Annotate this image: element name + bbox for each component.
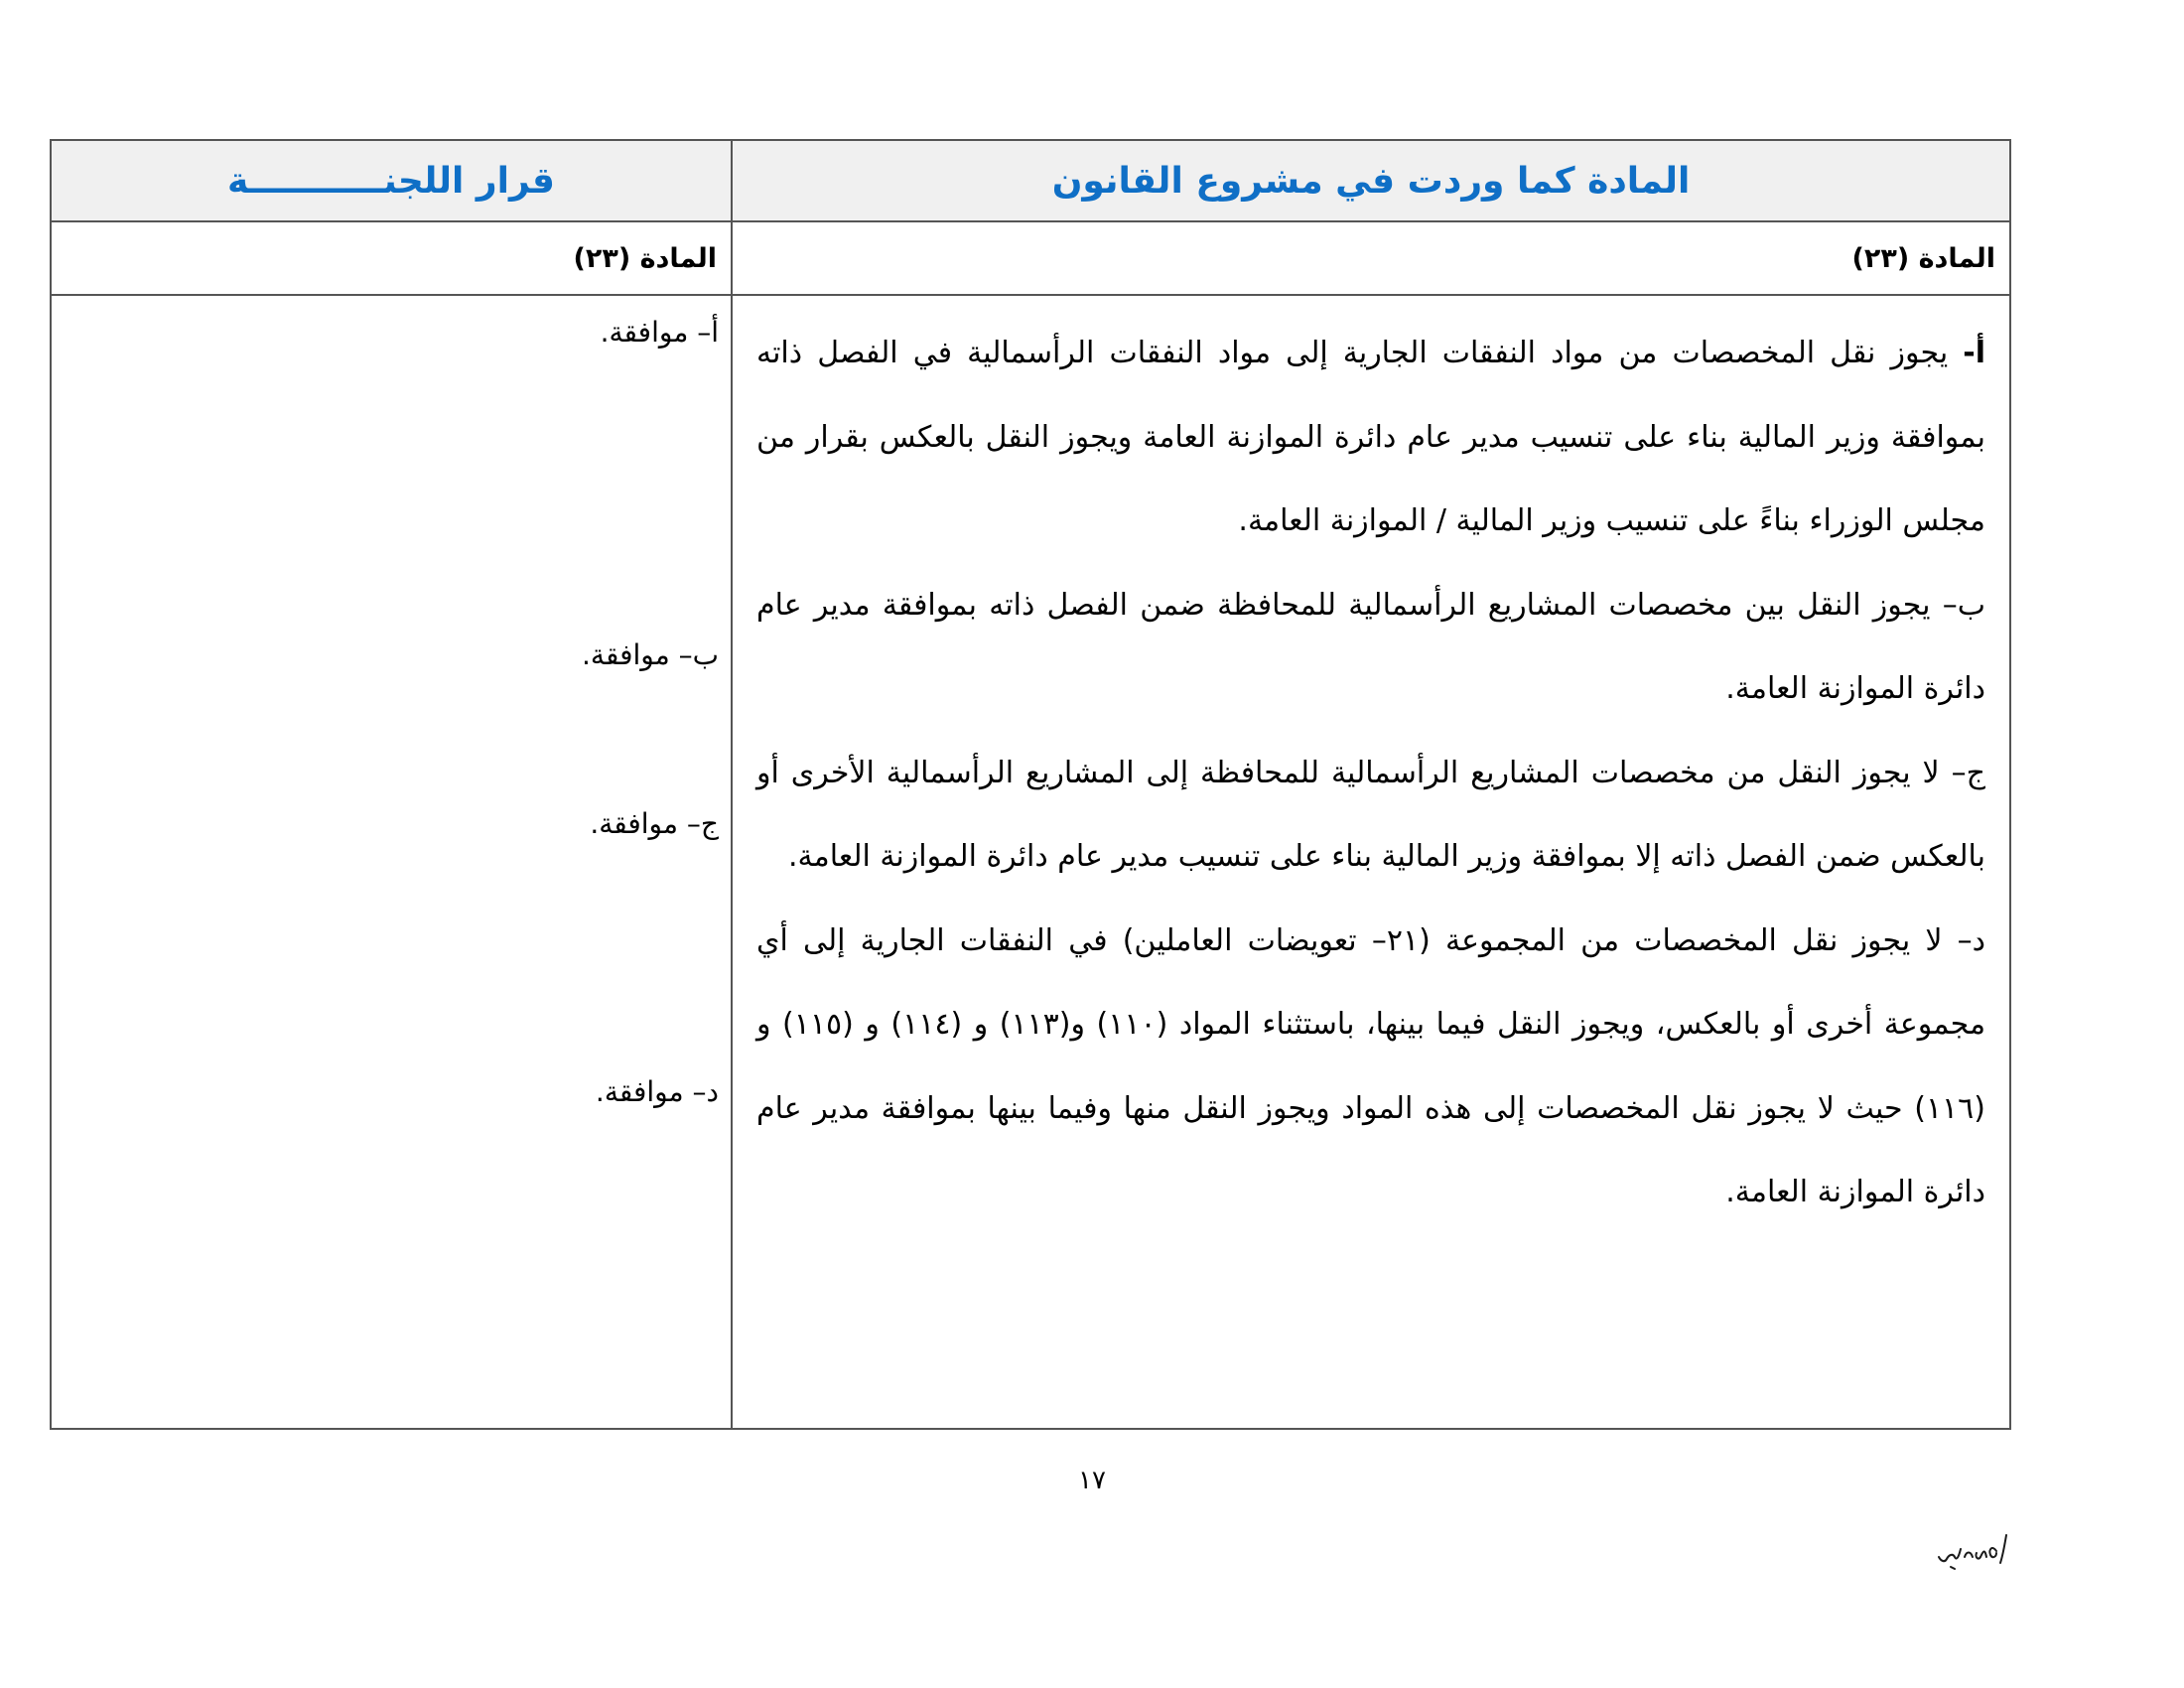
decision-text-cell bbox=[51, 295, 732, 1429]
article-body-row bbox=[51, 295, 2010, 1429]
law-clause-c: ج– لا يجوز النقل من مخصصات المشاريع الرأسمالية للمحافظة إلى المشاريع الرأسمالية الأخرى أو بالعكس ضمن الفصل ذاته إلا بموافقة وزير المالية بناء على تنسيب مدير عام دائرة الموازنة العامة. bbox=[756, 755, 1985, 874]
decision-item-d: د– موافقة. bbox=[595, 1075, 719, 1108]
law-clause-d: د– لا يجوز نقل المخصصات من المجموعة (٢١– تعويضات العاملين) في النفقات الجارية إلى أي مجموعة أخرى أو بالعكس، ويجوز النقل فيما بينها، باستثناء المواد (١١٠) و(١١٣) و (١١٤) و (١١٥) و (١١٦) حيث لا يجوز نقل المخصصات إلى هذه المواد ويجوز النقل منها وفيما بينها بموافقة مدير عام دائرة الموازنة العامة. bbox=[756, 922, 1986, 1209]
handwritten-signature-icon bbox=[1931, 1527, 2010, 1573]
page-number: ١٧ bbox=[1078, 1466, 1106, 1495]
law-article-label: المادة (٢٣) bbox=[732, 221, 2010, 295]
table-header-row bbox=[51, 140, 2010, 221]
decision-item-b: ب– موافقة. bbox=[582, 638, 719, 671]
law-clause-a: أ- يجوز نقل المخصصات من مواد النفقات الجارية إلى مواد النفقات الرأسمالية في الفصل ذاته بموافقة وزير المالية بناء على تنسيب مدير عام دائرة الموازنة العامة ويجوز النقل بالعكس بقرار من مجلس الوزراء بناءً على تنسيب وزير المالية / الموازنة العامة. bbox=[756, 336, 1985, 538]
law-text-cell bbox=[732, 295, 2010, 1429]
law-clause-b: ب– يجوز النقل بين مخصصات المشاريع الرأسمالية للمحافظة ضمن الفصل ذاته بموافقة مدير عام دائرة الموازنة العامة. bbox=[756, 587, 1985, 706]
decision-column-header: قرار اللجنـــــــــــة bbox=[51, 140, 732, 221]
article-number-row bbox=[51, 221, 2010, 295]
signature-image bbox=[1931, 1527, 2010, 1573]
comparison-table bbox=[50, 139, 2011, 1430]
decision-item-c: ج– موافقة. bbox=[590, 807, 719, 840]
law-column-header: المادة كما وردت في مشروع القانون bbox=[732, 140, 2010, 221]
decision-item-a: أ– موافقة. bbox=[600, 316, 719, 349]
decision-article-label: المادة (٢٣) bbox=[51, 221, 732, 295]
